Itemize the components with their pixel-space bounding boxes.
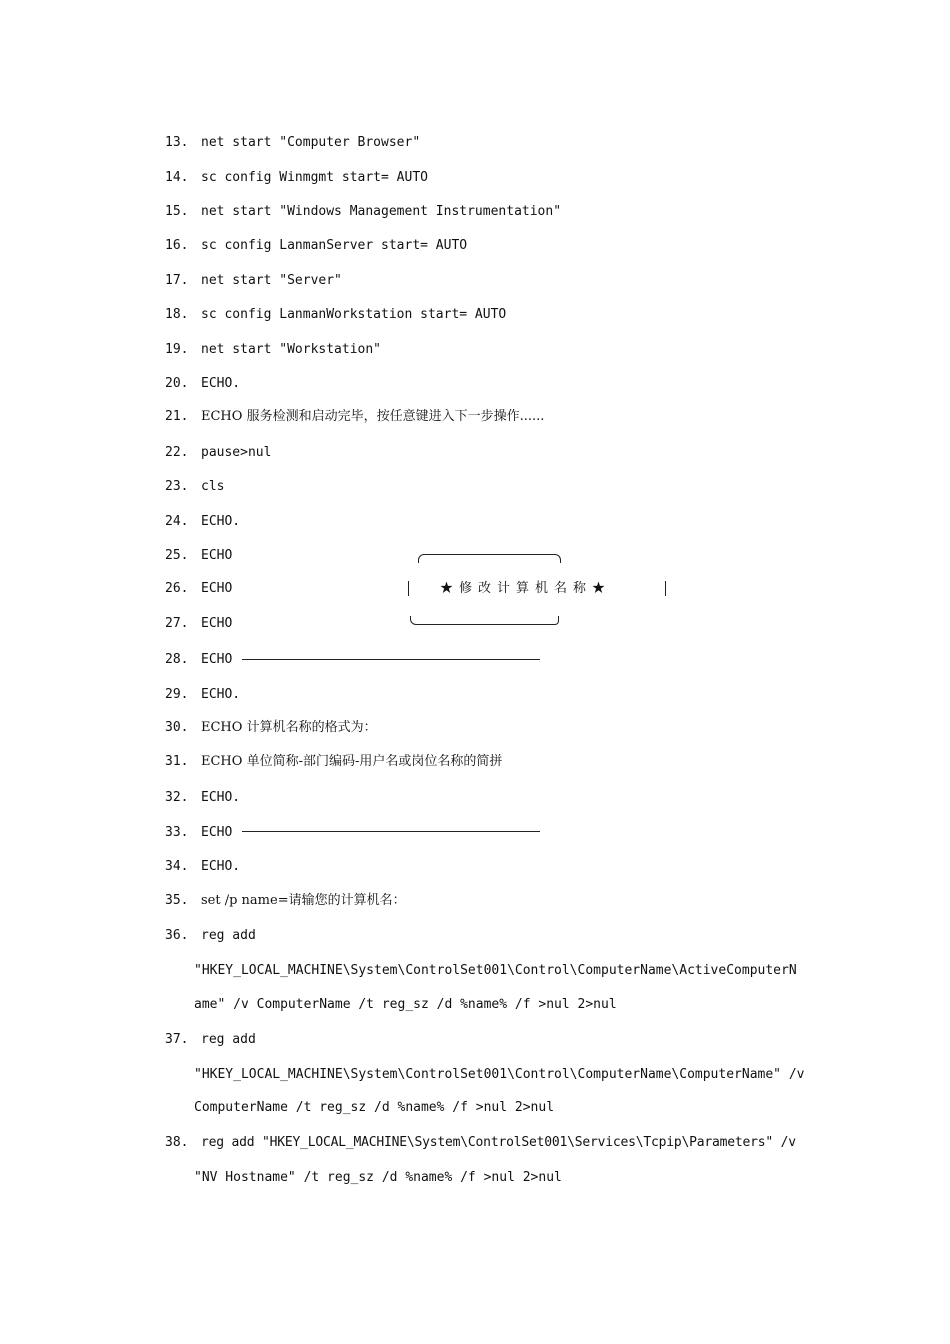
code-line: set /p name=请输您的计算机名： [201,893,406,908]
line-number: 37. [165,1032,189,1047]
line-number: 18. [165,307,189,322]
line-number: 16. [165,238,189,253]
code-line: reg add [201,928,256,943]
line-number: 35. [165,893,189,908]
code-line: ECHO [201,825,233,840]
code-line: net start "Computer Browser" [201,135,421,150]
code-line: ECHO. [201,514,241,529]
line-number: 36. [165,928,189,943]
code-line: ECHO [201,652,233,667]
line-number: 33. [165,825,189,840]
banner-title: ★修改计算机名称★ [440,581,612,596]
code-line: net start "Server" [201,273,342,288]
line-number: 32. [165,790,189,805]
code-continuation: ComputerName /t reg_sz /d %name% /f >nul 2>nul [194,1100,555,1115]
line-number: 27. [165,616,189,631]
banner-frame-right [665,581,666,596]
code-line: net start "Workstation" [201,342,382,357]
line-number: 19. [165,342,189,357]
line-number: 17. [165,273,189,288]
code-line: sc config LanmanWorkstation start= AUTO [201,307,507,322]
line-number: 29. [165,687,189,702]
line-number: 14. [165,170,189,185]
code-line: sc config Winmgmt start= AUTO [201,170,428,185]
separator-rule [242,831,540,832]
separator-rule [242,659,540,660]
code-continuation: "HKEY_LOCAL_MACHINE\System\ControlSet001\Control\ComputerName\ActiveComputerN [194,963,797,978]
line-number: 21. [165,409,189,424]
line-number: 30. [165,720,189,735]
code-line: ECHO 服务检测和启动完毕，按任意键进入下一步操作...... [201,409,545,424]
code-line: ECHO 计算机名称的格式为： [201,720,377,735]
line-number: 25. [165,548,189,563]
line-number: 26. [165,581,189,596]
code-continuation: ame" /v ComputerName /t reg_sz /d %name% /f >nul 2>nul [194,997,617,1012]
line-number: 38. [165,1135,189,1150]
code-line: reg add "HKEY_LOCAL_MACHINE\System\ControlSet001\Services\Tcpip\Parameters" /v [201,1135,796,1150]
code-line: ECHO [201,581,233,596]
banner-frame-bottom [410,616,559,625]
code-line: reg add [201,1032,256,1047]
line-number: 23. [165,479,189,494]
line-number: 15. [165,204,189,219]
code-continuation: "NV Hostname" /t reg_sz /d %name% /f >nul 2>nul [194,1170,562,1185]
line-number: 24. [165,514,189,529]
code-line: ECHO. [201,687,241,702]
code-line: ECHO [201,616,233,631]
code-line: ECHO [201,548,233,563]
code-continuation: "HKEY_LOCAL_MACHINE\System\ControlSet001\Control\ComputerName\ComputerName" /v [194,1067,805,1082]
code-line: pause>nul [201,445,272,460]
line-number: 20. [165,376,189,391]
line-number: 34. [165,859,189,874]
code-line: cls [201,479,225,494]
line-number: 13. [165,135,189,150]
code-line: sc config LanmanServer start= AUTO [201,238,468,253]
banner-frame-top [418,554,561,563]
code-line: ECHO. [201,790,241,805]
code-line: ECHO. [201,376,241,391]
code-line: ECHO 单位简称-部门编码-用户名或岗位名称的简拼 [201,754,503,769]
line-number: 31. [165,754,189,769]
banner-frame-left [408,581,409,596]
line-number: 28. [165,652,189,667]
code-line: net start "Windows Management Instrumentation" [201,204,562,219]
line-number: 22. [165,445,189,460]
code-line: ECHO. [201,859,241,874]
